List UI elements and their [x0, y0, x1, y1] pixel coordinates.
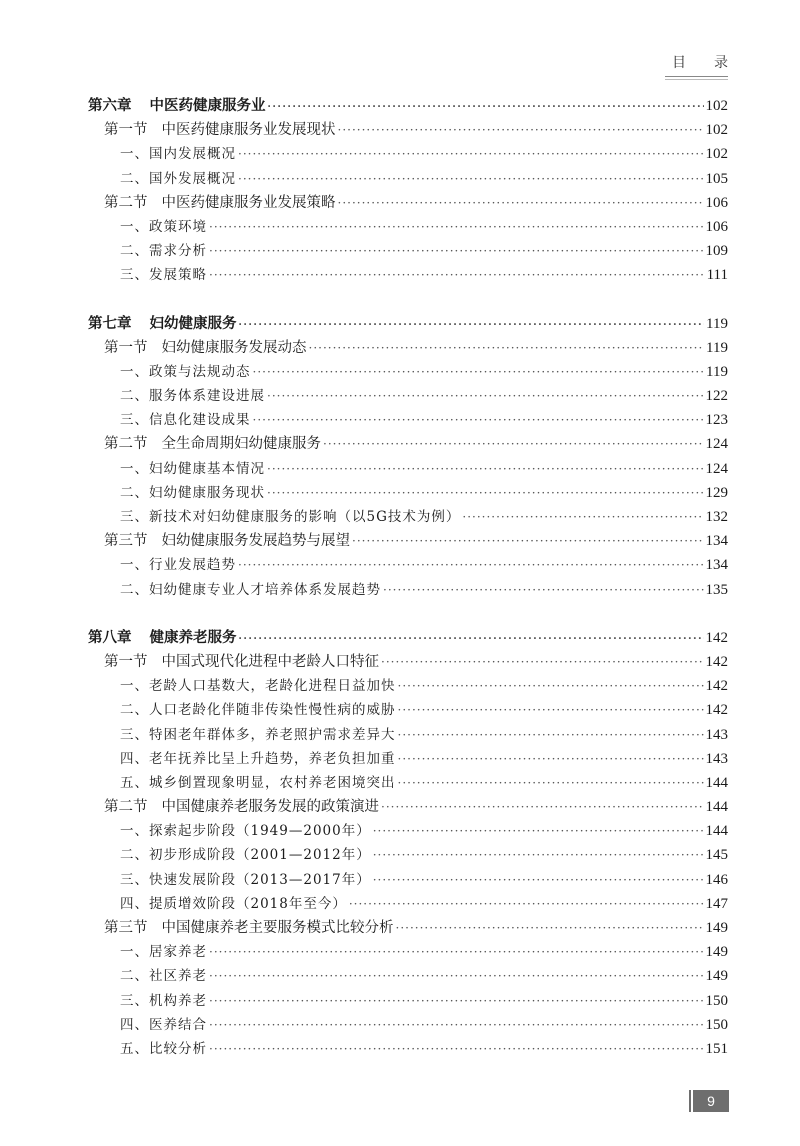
chapter-title: 中医药健康服务业 [149, 98, 266, 114]
chapter-number: 第七章 [88, 315, 132, 332]
item-page-number: 106 [705, 218, 728, 235]
toc-item-entry[interactable] [88, 384, 728, 408]
chapter-page-number: 102 [705, 98, 728, 114]
toc-item-entry[interactable] [88, 723, 728, 747]
dot-leader [209, 220, 704, 234]
item-title: 一、居家养老 [120, 944, 207, 961]
toc-item-entry[interactable] [88, 481, 728, 505]
item-page-number: 142 [705, 678, 728, 695]
item-title: 二、需求分析 [120, 243, 207, 260]
item-page-number: 144 [705, 774, 728, 791]
chapter-number: 第六章 [88, 98, 132, 114]
item-page-number: 150 [705, 992, 728, 1009]
item-title: 三、信息化建设成果 [120, 412, 251, 429]
toc-item-entry[interactable] [88, 964, 728, 988]
dot-leader [381, 655, 704, 669]
chapter-heading [88, 94, 266, 115]
header-rule [665, 76, 728, 77]
toc-section-entry[interactable] [88, 118, 728, 142]
item-title: 五、城乡倒置现象明显，农村养老困境突出 [120, 774, 396, 791]
item-title: 四、提质增效阶段（2018年至今） [120, 895, 347, 912]
toc-item-entry[interactable] [88, 868, 728, 892]
section-heading [104, 916, 394, 937]
dot-leader [398, 752, 704, 766]
dot-leader [309, 341, 705, 355]
dot-leader [373, 873, 704, 887]
section-title: 全生命周期妇幼健康服务 [161, 436, 321, 453]
toc-item-entry[interactable] [88, 1013, 728, 1037]
section-title: 妇幼健康服务发展趋势与展望 [161, 533, 350, 550]
dot-leader [267, 389, 704, 403]
item-page-number: 142 [705, 702, 728, 719]
dot-leader [209, 994, 704, 1008]
toc-item-entry[interactable] [88, 239, 728, 263]
toc-item-entry[interactable] [88, 360, 728, 384]
toc-item-entry[interactable] [88, 892, 728, 916]
section-number: 第一节 [104, 122, 148, 139]
item-title: 一、行业发展趋势 [120, 557, 236, 574]
toc-section-entry[interactable] [88, 916, 728, 940]
dot-leader [268, 99, 704, 113]
item-title: 二、人口老龄化伴随非传染性慢性病的威胁 [120, 702, 396, 719]
item-page-number: 149 [705, 944, 728, 961]
dot-leader [209, 244, 704, 258]
section-heading [104, 795, 379, 816]
dot-leader [462, 510, 703, 524]
dot-leader [323, 437, 704, 451]
item-page-number: 149 [705, 968, 728, 985]
section-title: 中国式现代化进程中老龄人口特征 [161, 653, 379, 670]
item-page-number: 122 [705, 388, 728, 405]
section-number: 第二节 [104, 194, 148, 211]
dot-leader [238, 172, 704, 186]
toc-chapter-entry[interactable] [88, 312, 728, 336]
item-page-number: 132 [705, 509, 728, 525]
item-page-number: 147 [705, 895, 728, 912]
dot-leader [383, 583, 704, 597]
item-page-number: 143 [705, 750, 728, 767]
item-title: 二、国外发展概况 [120, 170, 236, 187]
toc-section-entry[interactable] [88, 795, 728, 819]
section-number: 第三节 [104, 533, 148, 550]
dot-leader [209, 945, 704, 959]
chapter-heading [88, 312, 237, 333]
item-page-number: 119 [706, 363, 728, 380]
chapter-number: 第八章 [88, 629, 132, 646]
item-title: 三、机构养老 [120, 992, 207, 1009]
dot-leader [373, 848, 704, 862]
item-page-number: 146 [705, 871, 728, 888]
item-title: 二、社区养老 [120, 968, 207, 985]
page-number-tab-edge [689, 1090, 691, 1112]
dot-leader [209, 969, 704, 983]
chapter-block [88, 94, 728, 288]
toc-item-entry[interactable] [88, 1037, 728, 1061]
toc-section-entry[interactable] [88, 529, 728, 553]
section-page-number: 142 [705, 653, 728, 670]
item-title: 一、政策与法规动态 [120, 363, 251, 380]
item-page-number: 143 [705, 726, 728, 743]
section-page-number: 144 [705, 799, 728, 816]
item-title: 三、特困老年群体多，养老照护需求差异大 [120, 726, 396, 743]
toc-item-entry[interactable] [88, 263, 728, 287]
section-title: 中医药健康服务业发展策略 [161, 194, 336, 211]
dot-leader [338, 123, 704, 137]
item-page-number: 150 [705, 1016, 728, 1033]
dot-leader [398, 703, 704, 717]
dot-leader [209, 1018, 704, 1032]
section-number: 第二节 [104, 436, 148, 453]
item-title: 二、妇幼健康服务现状 [120, 484, 265, 501]
chapter-heading [88, 626, 237, 647]
toc-item-entry[interactable] [88, 215, 728, 239]
toc-chapter-entry[interactable] [88, 626, 728, 650]
item-title: 一、政策环境 [120, 218, 207, 235]
section-page-number: 149 [705, 920, 728, 936]
dot-leader [398, 776, 704, 790]
item-page-number: 151 [705, 1040, 728, 1057]
item-page-number: 124 [705, 460, 728, 477]
dot-leader [239, 317, 705, 331]
item-title: 一、探索起步阶段（1949—2000年） [120, 823, 371, 840]
item-page-number: 134 [705, 557, 728, 574]
toc-item-entry[interactable] [88, 674, 728, 698]
header-rule-secondary [665, 79, 728, 80]
item-title: 一、国内发展概况 [120, 146, 236, 163]
toc-item-entry[interactable] [88, 843, 728, 867]
section-number: 第一节 [104, 653, 148, 670]
section-heading [104, 118, 336, 139]
item-title: 四、老年抚养比呈上升趋势，养老负担加重 [120, 750, 396, 767]
section-page-number: 106 [705, 194, 728, 211]
section-heading [104, 336, 307, 357]
dot-leader [209, 1042, 704, 1056]
toc-item-entry[interactable] [88, 142, 728, 166]
item-page-number: 144 [705, 823, 728, 840]
dot-leader [267, 486, 704, 500]
dot-leader [267, 462, 704, 476]
item-title: 三、新技术对妇幼健康服务的影响（以5G技术为例） [120, 509, 461, 525]
chapter-title: 健康养老服务 [149, 629, 237, 646]
section-page-number: 102 [705, 122, 728, 139]
chapter-block [88, 626, 728, 1061]
dot-leader [238, 147, 704, 161]
toc-item-entry[interactable] [88, 167, 728, 191]
item-title: 二、服务体系建设进展 [120, 388, 265, 405]
section-page-number: 124 [705, 436, 728, 453]
section-title: 妇幼健康服务发展动态 [161, 339, 307, 356]
page-number: 9 [693, 1090, 729, 1112]
section-title: 中国健康养老服务发展的政策演进 [161, 799, 379, 816]
section-heading [104, 529, 350, 550]
section-page-number: 134 [705, 533, 728, 550]
section-number: 第一节 [104, 339, 148, 356]
toc-item-entry[interactable] [88, 457, 728, 481]
toc-section-entry[interactable] [88, 432, 728, 456]
toc-item-entry[interactable] [88, 747, 728, 771]
header-right-char: 录 [714, 55, 728, 71]
toc-item-entry[interactable] [88, 771, 728, 795]
item-page-number: 123 [705, 412, 728, 429]
toc-section-entry[interactable] [88, 336, 728, 360]
section-title: 中医药健康服务业发展现状 [161, 122, 336, 139]
toc-item-entry[interactable] [88, 940, 728, 964]
section-title: 中国健康养老主要服务模式比较分析 [161, 920, 394, 936]
section-heading [104, 650, 379, 671]
dot-leader [338, 196, 704, 210]
item-page-number: 129 [705, 484, 728, 501]
dot-leader [209, 268, 705, 282]
running-header [672, 52, 728, 72]
section-page-number: 119 [706, 339, 728, 356]
dot-leader [396, 921, 704, 935]
toc-item-entry[interactable] [88, 819, 728, 843]
dot-leader [398, 679, 704, 693]
toc-section-entry[interactable] [88, 650, 728, 674]
section-number: 第二节 [104, 799, 148, 816]
header-left-char: 目 [672, 55, 686, 71]
toc-chapter-entry[interactable] [88, 94, 728, 118]
chapter-page-number: 119 [706, 315, 728, 332]
table-of-contents [88, 94, 728, 1085]
dot-leader [253, 413, 704, 427]
item-title: 三、快速发展阶段（2013—2017年） [120, 871, 371, 888]
item-page-number: 109 [705, 243, 728, 260]
toc-section-entry[interactable] [88, 191, 728, 215]
toc-item-entry[interactable] [88, 698, 728, 722]
chapter-title: 妇幼健康服务 [149, 315, 237, 332]
item-page-number: 102 [705, 146, 728, 163]
toc-item-entry[interactable] [88, 989, 728, 1013]
dot-leader [253, 365, 705, 379]
dot-leader [381, 800, 704, 814]
item-title: 五、比较分析 [120, 1040, 207, 1057]
item-title: 一、妇幼健康基本情况 [120, 460, 265, 477]
chapter-page-number: 142 [705, 629, 728, 646]
dot-leader [398, 728, 704, 742]
item-page-number: 111 [706, 267, 728, 284]
section-heading [104, 191, 336, 212]
toc-item-entry[interactable] [88, 578, 728, 602]
toc-item-entry[interactable] [88, 553, 728, 577]
dot-leader [349, 897, 704, 911]
item-title: 一、老龄人口基数大，老龄化进程日益加快 [120, 678, 396, 695]
item-title: 二、初步形成阶段（2001—2012年） [120, 847, 371, 864]
section-heading [104, 432, 321, 453]
section-number: 第三节 [104, 920, 148, 936]
item-title: 二、妇幼健康专业人才培养体系发展趋势 [120, 581, 381, 598]
toc-item-entry[interactable] [88, 505, 728, 529]
dot-leader [352, 534, 704, 548]
dot-leader [238, 558, 704, 572]
item-page-number: 135 [705, 581, 728, 598]
item-title: 三、发展策略 [120, 267, 207, 284]
dot-leader [239, 631, 704, 645]
item-page-number: 105 [705, 170, 728, 187]
toc-item-entry[interactable] [88, 408, 728, 432]
item-title: 四、医养结合 [120, 1016, 207, 1033]
chapter-block [88, 312, 728, 602]
item-page-number: 145 [705, 847, 728, 864]
dot-leader [373, 824, 704, 838]
